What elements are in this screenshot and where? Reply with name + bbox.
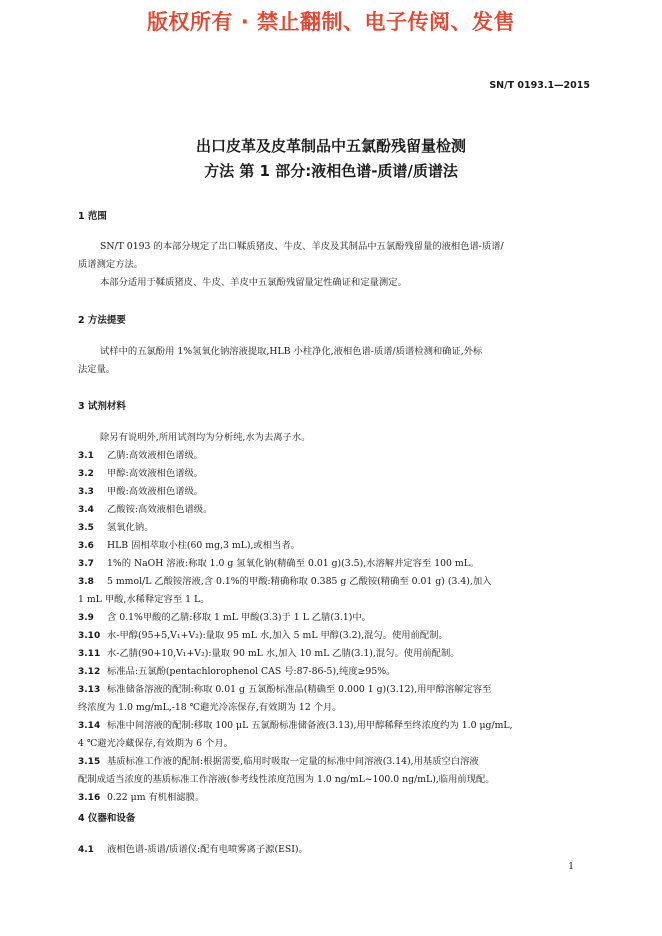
item-text: 1 mL 甲酸,水稀释定容至 1 L。	[78, 594, 210, 605]
item-number: 3.14	[78, 721, 101, 731]
item-number: 3.8	[78, 577, 94, 587]
item-text: 乙腈:高效液相色谱级。	[107, 450, 204, 461]
item-text: 水-甲醇(95+5,V₁+V₂):量取 95 mL 水,加入 5 mL 甲醇(3.2),混匀。使用前配制。	[107, 630, 448, 641]
item-number: 3.10	[78, 631, 101, 641]
list-item	[78, 465, 594, 483]
item-text: 标准中间溶液的配制:移取 100 μL 五氯酚标准储备液(3.13),用甲醇稀释至终浓度约为 1.0 μg/mL,	[107, 720, 513, 731]
list-item	[78, 627, 594, 645]
list-item	[78, 645, 594, 663]
section-4-heading: 4 仪器和设备	[78, 813, 136, 824]
section-3-items	[78, 447, 594, 807]
item-text: HLB 固相萃取小柱(60 mg,3 mL),或相当者。	[107, 540, 300, 551]
document-title-line2: 方法 第 1 部分:液相色谱-质谱/质谱法	[204, 162, 458, 180]
list-item-continuation	[78, 699, 594, 717]
section-3-intro	[78, 429, 594, 447]
list-item-continuation	[78, 735, 594, 753]
item-text: 液相色谱-质谱/质谱仪:配有电喷雾离子源(ESI)。	[107, 844, 308, 855]
item-text: 0.22 μm 有机相滤膜。	[107, 792, 205, 803]
list-item	[78, 537, 594, 555]
document-title-line1: 出口皮革及皮革制品中五氯酚残留量检测	[195, 137, 466, 155]
item-text: 甲酸:高效液相色谱级。	[107, 486, 204, 497]
section-3-heading: 3 试剂材料	[78, 401, 126, 412]
section-4-items	[78, 841, 594, 859]
item-number: 3.2	[78, 469, 94, 479]
item-number: 3.6	[78, 541, 94, 551]
section-1-paragraph-1	[78, 238, 594, 292]
item-text: 氢氧化钠。	[107, 522, 154, 533]
paragraph-line: 质谱测定方法。	[78, 259, 144, 270]
item-text: 标准储备溶液的配制:称取 0.01 g 五氯酚标准品(精确至 0.000 1 g)(3.12),用甲醇溶解定容至	[107, 684, 492, 695]
section-2-paragraph	[78, 343, 594, 379]
standard-code: SN/T 0193.1—2015	[489, 80, 590, 91]
item-number: 3.4	[78, 505, 94, 515]
list-item	[78, 483, 594, 501]
page-number: 1	[568, 862, 574, 872]
item-number: 3.7	[78, 559, 94, 569]
item-text: 标准品:五氯酚(pentachlorophenol CAS 号:87-86-5),纯度≥95%。	[107, 666, 396, 677]
item-number: 3.16	[78, 793, 101, 803]
item-text: 1%的 NaOH 溶液:称取 1.0 g 氢氧化钠(精确至 0.01 g)(3.5),水溶解并定容至 100 mL。	[107, 558, 480, 569]
section-1-heading: 1 范围	[78, 211, 107, 222]
list-item	[78, 519, 594, 537]
item-text: 基质标准工作液的配制:根据需要,临用时吸取一定量的标准中间溶液(3.14),用基质空白溶液	[107, 756, 479, 767]
watermark-banner: 版权所有 · 禁止翻制、电子传阅、发售	[146, 10, 516, 34]
item-text: 甲醇:高效液相色谱级。	[107, 468, 204, 479]
list-item-continuation	[78, 591, 594, 609]
list-item	[78, 609, 594, 627]
list-item	[78, 663, 594, 681]
item-number: 3.13	[78, 685, 101, 695]
section-2-heading: 2 方法提要	[78, 315, 126, 326]
list-item	[78, 753, 594, 771]
item-text: 配制成适当浓度的基质标准工作溶液(参考线性浓度范围为 1.0 ng/mL~100.0 ng/mL),临用前现配。	[78, 774, 495, 785]
item-number: 3.11	[78, 649, 101, 659]
item-number: 3.9	[78, 613, 94, 623]
list-item	[78, 501, 594, 519]
paragraph-line: 试样中的五氯酚用 1%氢氧化钠溶液提取,HLB 小柱净化,液相色谱-质谱/质谱检测和确证,外标	[100, 346, 483, 357]
paragraph-line: 除另有说明外,所用试剂均为分析纯,水为去离子水。	[100, 432, 311, 443]
list-item	[78, 681, 594, 699]
paragraph-line: 本部分适用于鞣质猪皮、牛皮、羊皮中五氯酚残留量定性确证和定量测定。	[100, 277, 407, 288]
item-text: 含 0.1%甲酸的乙腈:移取 1 mL 甲酸(3.3)于 1 L 乙腈(3.1)中。	[107, 612, 371, 623]
item-text: 5 mmol/L 乙酸铵溶液,含 0.1%的甲酸:精确称取 0.385 g 乙酸铵(精确至 0.01 g) (3.4),加入	[107, 576, 492, 587]
list-item	[78, 555, 594, 573]
paragraph-line: SN/T 0193 的本部分规定了出口鞣质猪皮、牛皮、羊皮及其制品中五氯酚残留量的液相色谱-质谱/	[100, 241, 504, 252]
list-item	[78, 789, 594, 807]
item-number: 4.1	[78, 845, 94, 855]
item-number: 3.1	[78, 451, 94, 461]
item-number: 3.12	[78, 667, 101, 677]
item-number: 3.3	[78, 487, 94, 497]
item-number: 3.15	[78, 757, 101, 767]
list-item-continuation	[78, 771, 594, 789]
item-text: 终浓度为 1.0 mg/mL,-18 ℃避光冷冻保存,有效期为 12 个月。	[78, 702, 342, 713]
paragraph-line: 法定量。	[78, 364, 116, 375]
item-number: 3.5	[78, 523, 94, 533]
list-item	[78, 447, 594, 465]
list-item	[78, 717, 594, 735]
list-item	[78, 573, 594, 591]
item-text: 水-乙腈(90+10,V₁+V₂):量取 90 mL 水,加入 10 mL 乙腈(3.1),混匀。使用前配制。	[107, 648, 460, 659]
list-item	[78, 841, 594, 859]
item-text: 4 ℃避光冷藏保存,有效期为 6 个月。	[78, 738, 233, 749]
item-text: 乙酸铵:高效液相色谱级。	[107, 504, 213, 515]
